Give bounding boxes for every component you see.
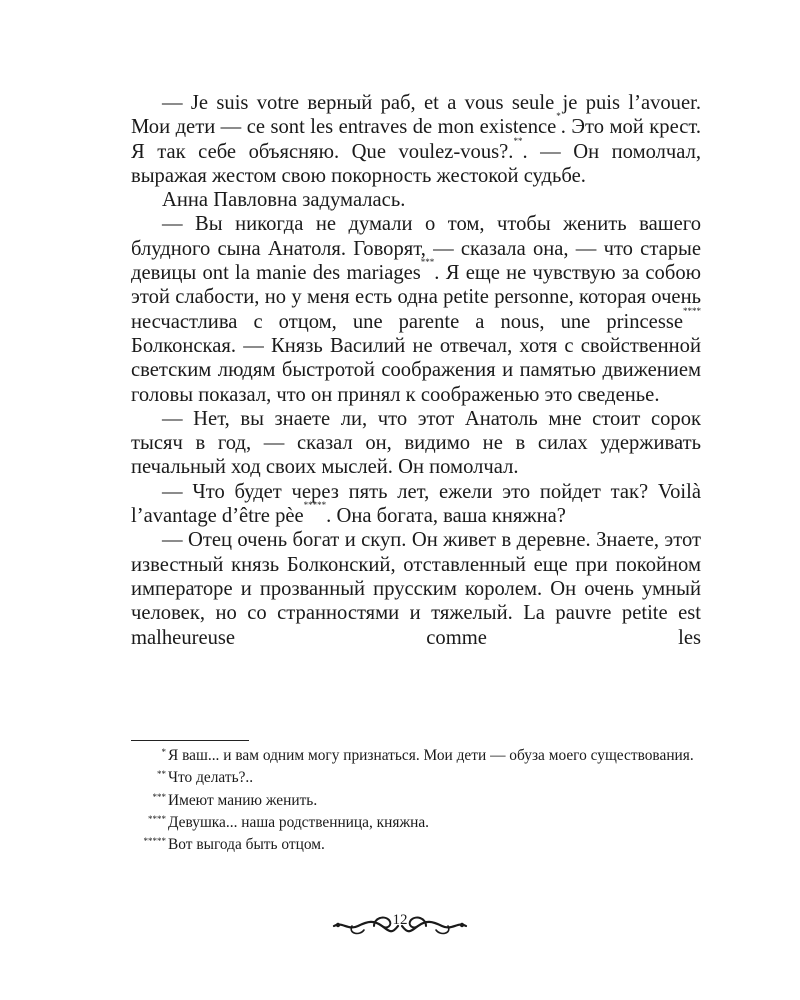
footnote-ref: ** xyxy=(513,135,523,146)
footnote-4 xyxy=(131,812,701,834)
footnote-5 xyxy=(131,834,701,856)
paragraph-5: — Что будет через пять лет, ежели это пойдет так? Voilà l’avantage d’être pèe*****. Она богата, ваша княжна? xyxy=(131,480,701,528)
paragraph-2: Анна Павловна задумалась. xyxy=(162,189,406,212)
paragraph-4: — Нет, вы знаете ли, что этот Анатоль мне стоит сорок тысяч в год, — сказал он, видимо не в силах удерживать печальный ход своих мыслей. Он помолчал. xyxy=(131,407,701,479)
footnote-3 xyxy=(131,790,701,812)
footnote-divider xyxy=(131,740,249,741)
footnotes xyxy=(131,745,701,856)
footnote-text: Я ваш... и вам одним могу признаться. Мои дети — обуза моего существования. xyxy=(168,747,694,764)
footnote-text: Имеют манию женить. xyxy=(168,791,318,809)
footnote-mark: *** xyxy=(152,791,166,802)
paragraph-6: — Отец очень богат и скуп. Он живет в деревне. Знаете, этот известный князь Болконский, отставленный еще при покойном императоре и прозванный прусским королем. Он очень умный человек, но со странностями и тяжелый. La pauvre petite est malheureuse comme les xyxy=(131,529,701,649)
footnote-ref: *** xyxy=(420,257,435,268)
footnote-1 xyxy=(131,745,701,767)
main-text xyxy=(131,91,701,650)
page-number: 12 xyxy=(392,912,408,928)
footnote-text: Что делать?.. xyxy=(168,769,254,787)
paragraph-3: — Вы никогда не думали о том, чтобы женить вашего блудного сына Анатоля. Говорят, — сказала она, — что старые девицы ont la manie des mariages***. Я еще не чувствую за собою этой слабости, но у меня есть одна petite personne, которая очень несчастлива с отцом, une parente a nous, une princesse**** Болконская. — Князь Василий не отвечал, хотя с свойственной светским людям быстротой соображения и памятью движением головы показал, что он принял к соображенью это сведенье. xyxy=(131,213,701,406)
footnote-ref: ***** xyxy=(303,500,327,511)
footnote-mark: * xyxy=(161,747,166,757)
paragraph-1: — Je suis votre верный раб, et a vous seule je puis l’avouer. Мои дети — ce sont les entraves de mon existence*. Это мой крест. Я так себе объясняю. Que voulez-vous?.**. — Он помолчал, выражая жестом свою покорность жестокой судьбе. xyxy=(131,92,702,187)
footnote-mark: ** xyxy=(157,769,166,780)
page-footer xyxy=(330,904,470,944)
footnote-mark: ***** xyxy=(143,836,166,847)
footnote-ref: * xyxy=(556,111,561,122)
footnote-2 xyxy=(131,767,701,789)
footnote-mark: **** xyxy=(148,813,166,824)
footnote-ref: **** xyxy=(683,305,701,316)
footnote-text: Девушка... наша родственница, княжна. xyxy=(168,813,430,831)
footnote-text: Вот выгода быть отцом. xyxy=(168,836,325,854)
